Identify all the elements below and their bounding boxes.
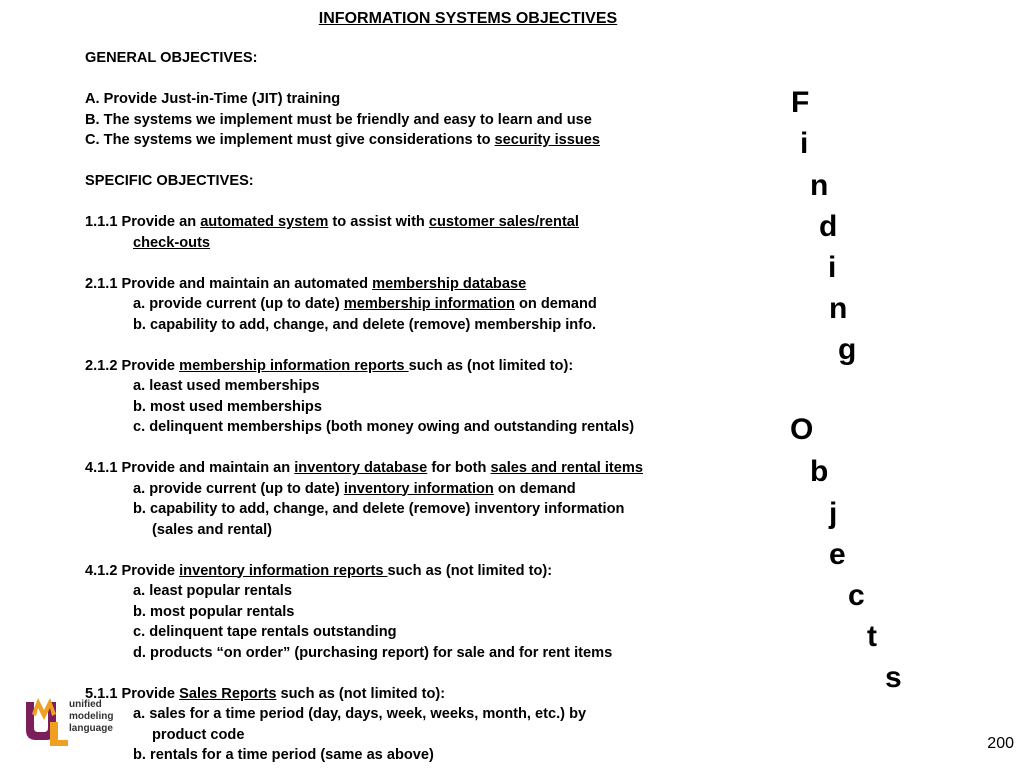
side-letter-F: F: [791, 86, 810, 119]
blank-line: [85, 540, 765, 561]
text-segment: such as (not limited to):: [408, 357, 574, 374]
logo-line-2: modeling: [69, 711, 114, 722]
underlined-term: security issues: [494, 132, 601, 148]
text-segment: on demand: [514, 296, 597, 312]
general-objectives-heading: GENERAL OBJECTIVES:: [85, 50, 258, 66]
objective-5-1-1-b: b. rentals for a time period (same as above): [133, 747, 434, 763]
page-number: 200: [987, 735, 1014, 752]
text-segment: 4.1.1 Provide and maintain an: [85, 460, 295, 476]
side-letter-i: i: [800, 127, 809, 160]
blank-line: [85, 192, 765, 213]
objective-4-1-2: [85, 561, 765, 582]
side-letter-n: n: [810, 169, 829, 202]
objective-4-1-2-a: a. least popular rentals: [133, 583, 292, 599]
text-segment: 5.1.1 Provide: [85, 685, 180, 702]
general-objective-c: [85, 130, 765, 151]
specific-objectives-heading: SPECIFIC OBJECTIVES:: [85, 173, 254, 189]
text-segment: 2.1.1 Provide and maintain an automated: [85, 275, 373, 292]
blank-line: [85, 663, 765, 684]
underlined-term: customer sales/rental: [428, 214, 579, 230]
objective-4-1-1-b-cont: (sales and rental): [152, 521, 273, 538]
text-segment: 1.1.1 Provide an: [85, 214, 201, 230]
text-segment: a. provide current (up to date): [133, 480, 344, 497]
page-title: INFORMATION SYSTEMS OBJECTIVES: [318, 10, 618, 27]
text-segment: for both: [427, 460, 491, 476]
text-segment: 4.1.2 Provide: [85, 562, 180, 579]
underlined-term: inventory information: [343, 480, 494, 497]
blank-line: [85, 335, 765, 356]
underlined-term: membership database: [372, 275, 527, 292]
general-objective-b: B. The systems we implement must be friendly and easy to learn and use: [85, 111, 592, 128]
text-segment: a. provide current (up to date): [133, 296, 344, 312]
logo-line-3: language: [69, 723, 113, 734]
text-segment: such as (not limited to):: [276, 685, 446, 702]
objective-4-1-2-d: d. products “on order” (purchasing report) for sale and for rent items: [133, 644, 613, 661]
objective-1-1-1-cont: [85, 233, 765, 254]
blank-line: [85, 151, 765, 172]
underlined-term: sales and rental items: [490, 460, 643, 476]
objective-4-1-1-a: [85, 479, 765, 500]
side-letter-i: i: [828, 251, 837, 284]
objective-5-1-1-a: a. sales for a time period (day, days, week, weeks, month, etc.) by: [133, 706, 587, 722]
side-letter-d: d: [819, 210, 838, 243]
objective-2-1-2-a: a. least used memberships: [133, 378, 320, 394]
blank-line: [85, 253, 765, 274]
objective-2-1-2: [85, 356, 765, 377]
side-letter-c: c: [848, 579, 865, 612]
text-segment: 2.1.2 Provide: [85, 357, 180, 374]
underlined-term: Sales Reports: [179, 685, 277, 702]
objective-2-1-2-b: b. most used memberships: [133, 398, 322, 415]
underlined-term: membership information reports: [179, 357, 409, 374]
underlined-term: automated system: [200, 214, 329, 230]
objective-2-1-1-b: b. capability to add, change, and delete (remove) membership info.: [133, 316, 597, 333]
objective-2-1-1-a: [85, 294, 765, 315]
objective-2-1-2-c: c. delinquent memberships (both money owing and outstanding rentals): [133, 419, 635, 435]
underlined-term: inventory database: [294, 460, 428, 476]
side-letter-s: s: [885, 661, 902, 694]
text-segment: such as (not limited to):: [387, 562, 553, 579]
general-objective-a: A. Provide Just-in-Time (JIT) training: [85, 91, 341, 107]
side-letter-j: j: [829, 497, 838, 530]
underlined-term: check-outs: [133, 234, 211, 251]
logo-line-1: unified: [69, 699, 102, 710]
blank-line: [85, 438, 765, 459]
objective-5-1-1-a-cont: product code: [152, 726, 245, 743]
objective-5-1-1: [85, 684, 765, 705]
text-segment: to assist with: [328, 214, 429, 230]
underlined-term: membership information: [343, 296, 515, 312]
text-segment: on demand: [493, 480, 576, 497]
objective-1-1-1: [85, 212, 765, 233]
side-letter-e: e: [829, 538, 846, 571]
objective-4-1-2-b: b. most popular rentals: [133, 603, 295, 620]
side-letter-t: t: [867, 620, 877, 653]
objective-4-1-1: [85, 458, 765, 479]
text-segment: C. The systems we implement must give considerations to: [85, 132, 495, 148]
side-letter-b: b: [810, 455, 829, 488]
objective-4-1-2-c: c. delinquent tape rentals outstanding: [133, 624, 397, 640]
blank-line: [85, 69, 765, 90]
logo-text: [69, 699, 113, 735]
side-letter-n: n: [829, 292, 848, 325]
side-letter-g: g: [838, 333, 857, 366]
objective-2-1-1: [85, 274, 765, 295]
side-letter-O: O: [790, 413, 814, 446]
objective-4-1-1-b: b. capability to add, change, and delete (remove) inventory information: [133, 501, 625, 517]
underlined-term: inventory information reports: [179, 562, 388, 579]
objectives-content: [85, 48, 765, 766]
